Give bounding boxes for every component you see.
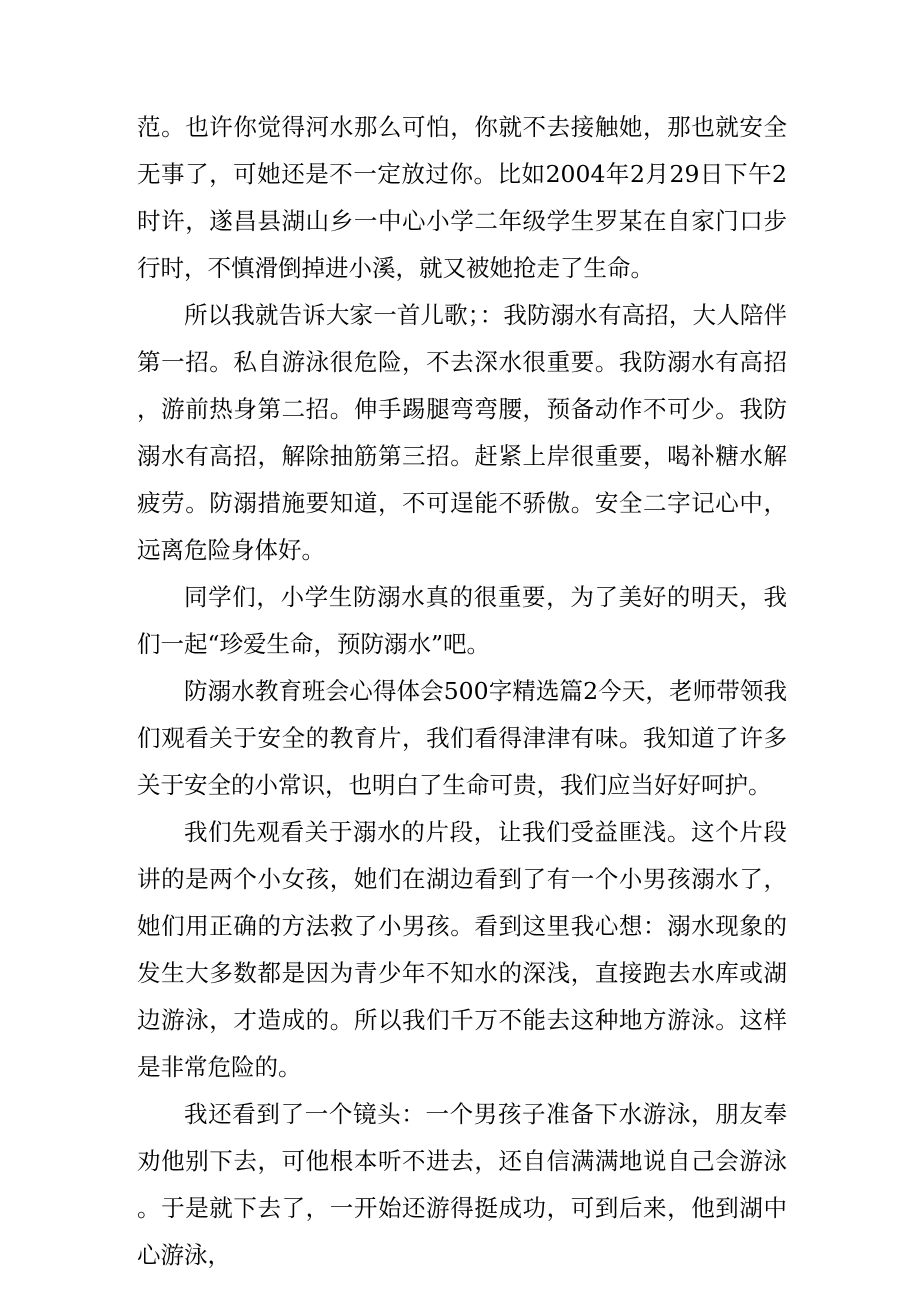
paragraph-boy-swimming: 我还看到了一个镜头：一个男孩子准备下水游泳，朋友奉劝他别下去，可他根本听不进去，还自信满满地说自己会游泳。于是就下去了，一开始还游得挺成功，可到后来，他到湖中心游泳， (137, 1100, 787, 1269)
paragraph-drowning-clip: 我们先观看关于溺水的片段，让我们受益匪浅。这个片段讲的是两个小女孩，她们在湖边看到了有一个小男孩溺水了，她们用正确的方法救了小男孩。看到这里我心想：溺水现象的发生大多数都是因为青少年不知水的深浅，直接跑去水库或湖边游泳，才造成的。所以我们千万不能去这种地方游泳。这样是非常危险的。 (137, 818, 787, 1081)
paragraph-nursery-rhyme: 所以我就告诉大家一首儿歌；：我防溺水有高招，大人陪伴第一招。私自游泳很危险，不去深水很重要。我防溺水有高招，游前热身第二招。伸手踢腿弯弯腰，预备动作不可少。我防溺水有高招，解除抽筋第三招。赶紧上岸很重要，喝补糖水解疲劳。防溺措施要知道，不可逞能不骄傲。安全二字记心中，远离危险身体好。 (137, 301, 787, 564)
paragraph-appeal: 同学们，小学生防溺水真的很重要，为了美好的明天，我们一起“珍爱生命，预防溺水”吧。 (137, 583, 787, 658)
paragraph-continued: 范。也许你觉得河水那么可怕，你就不去接触她，那也就安全无事了，可她还是不一定放过你。比如2004年2月29日下午2时许，遂昌县湖山乡一中心小学二年级学生罗某在自家门口步行时，不慎滑倒掉进小溪，就又被她抢走了生命。 (137, 113, 787, 282)
paragraph-essay-2-intro: 防溺水教育班会心得体会500字精选篇2今天，老师带领我们观看关于安全的教育片，我们看得津津有味。我知道了许多关于安全的小常识，也明白了生命可贵，我们应当好好呵护。 (137, 677, 787, 799)
document-body (137, 104, 787, 1279)
